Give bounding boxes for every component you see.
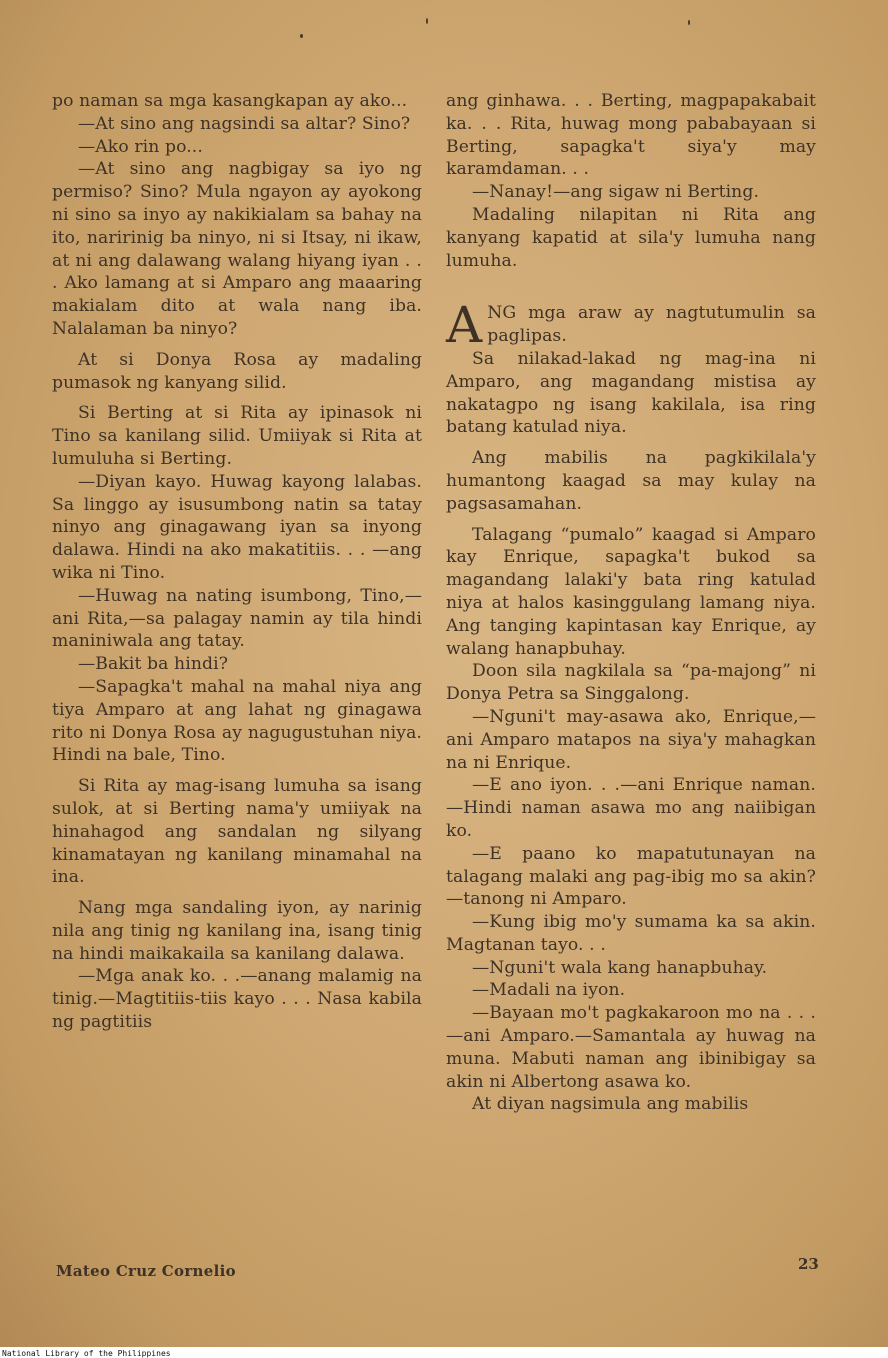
paragraph <box>446 348 816 439</box>
paragraph <box>52 113 422 136</box>
paragraph <box>446 90 816 181</box>
paragraph-text: Madaling nilapitan ni Rita ang kanyang kapatid at sila'y lumuha nang lumuha. <box>446 204 816 271</box>
paragraph-text: —Sapagka't mahal na mahal niya ang tiya Amparo at ang lahat ng ginagawa rito ni Donya Rosa ay nagugustuhan niya. Hindi na bale, Tino. <box>52 676 422 766</box>
paragraph <box>446 1093 816 1116</box>
paragraph <box>446 181 816 204</box>
paragraph-text: —Nanay!—ang sigaw ni Berting. <box>472 182 760 203</box>
paragraph <box>446 660 816 706</box>
paragraph-text: —Nguni't may-asawa ako, Enrique,—ani Amparo matapos na siya'y mahagkan na ni Enrique. <box>446 706 816 773</box>
paragraph <box>52 585 422 653</box>
paragraph <box>52 402 422 470</box>
paragraph-text: —Mga anak ko. . .—anang malamig na tinig.—Magtitiis-tiis kayo . . . Nasa kabila ng pagtitiis <box>52 966 422 1033</box>
paragraph-text: Talagang “pumalo” kaagad si Amparo kay Enrique, sapagka't bukod sa magandang lalaki'y bata ring katulad niya at halos kasinggulang lamang niya. Ang tanging kapintasan kay Enrique, ay walang hanapbuhay. <box>446 524 816 659</box>
paragraph <box>446 296 816 355</box>
paragraph <box>52 158 422 340</box>
paragraph <box>446 957 816 980</box>
paragraph-text: Nang mga sandaling iyon, ay narinig nila ang tinig ng kanilang ina, isang tinig na hindi maikakaila sa kanilang dalawa. <box>52 898 422 964</box>
paragraph-text: Si Rita ay mag-isang lumuha sa isang sulok, at si Berting nama'y umiiyak na hinahagod ang sandalan ng silyang kinamatayan ng kanilang minamahal na ina. <box>52 776 422 888</box>
paragraph-text: po naman sa mga kasangkapan ay ako... <box>52 91 408 111</box>
paragraph <box>446 979 816 1002</box>
paragraph <box>52 90 422 113</box>
paragraph <box>446 706 816 774</box>
page-number: 23 <box>798 1255 819 1273</box>
drop-cap-letter: A <box>446 296 483 355</box>
paragraph-text: Si Berting at si Rita ay ipinasok ni Tino sa kanilang silid. Umiiyak si Rita at lumuluha si Berting. <box>52 403 422 469</box>
left-text-column <box>52 90 422 1034</box>
paragraph-text: —At sino ang nagsindi sa altar? Sino? <box>78 113 411 134</box>
paragraph-text: At diyan nagsimula ang mabilis <box>472 1094 749 1115</box>
library-credit: National Library of the Philippines <box>2 1349 171 1358</box>
paragraph <box>52 775 422 889</box>
paragraph <box>446 911 816 957</box>
paragraph <box>52 349 422 395</box>
paragraph-text: —Bayaan mo't pagkakaroon mo na . . .—ani Amparo.—Samantala ay huwag na muna. Mabuti naman ang ibinibigay sa akin ni Albertong asawa ko. <box>446 1003 816 1092</box>
paragraph <box>446 843 816 911</box>
paragraph <box>446 447 816 515</box>
paragraph <box>52 897 422 965</box>
paragraph <box>52 653 422 676</box>
ink-speck <box>688 20 690 25</box>
paragraph-text: At si Donya Rosa ay madaling pumasok ng kanyang silid. <box>52 349 422 393</box>
paragraph-text: —E paano ko mapatutunayan na talagang malaki ang pag-ibig mo sa akin?—tanong ni Amparo. <box>446 843 816 910</box>
paragraph-text: Doon sila nagkilala sa “pa-majong” ni Donya Petra sa Singgalong. <box>446 661 816 705</box>
paragraph <box>52 471 422 585</box>
paragraph <box>52 136 422 159</box>
paragraph <box>446 524 816 661</box>
paragraph-text: Ang mabilis na pagkikilala'y humantong kaagad sa may kulay na pagsasamahan. <box>446 448 816 514</box>
ink-speck <box>426 18 428 24</box>
paragraph-text: —Huwag na nating isumbong, Tino,—ani Rita,—sa palagay namin ay tila hindi maniniwala ang tatay. <box>52 585 422 652</box>
paragraph <box>52 676 422 767</box>
paragraph-text: —Nguni't wala kang hanapbuhay. <box>472 957 768 978</box>
paragraph-text: ang ginhawa. . . Berting, magpapakabait ka. . . Rita, huwag mong pababayaan si Berting, sapagka't siya'y may karamdaman. . . <box>446 91 816 180</box>
paragraph-text: —E ano iyon. . .—ani Enrique naman.—Hindi naman asawa mo ang naiibigan ko. <box>446 775 816 841</box>
paragraph <box>446 1002 816 1093</box>
paragraph-text: —At sino ang nagbigay sa iyo ng permiso? Sino? Mula ngayon ay ayokong ni sino sa inyo ay nakikialam sa bahay na ito, naririnig ba ninyo, ni si Itsay, ni ikaw, at ni ang dalawang walang hiyang iyan . . . Ako lamang at si Amparo ang maaaring makialam dito at wala nang iba. Nalalaman ba ninyo? <box>52 159 422 339</box>
paragraph-text: —Diyan kayo. Huwag kayong lalabas. Sa linggo ay isusumbong natin sa tatay ninyo ang ginagawang iyan sa inyong dalawa. Hindi na ako makatitiis. . . —ang wika ni Tino. <box>52 471 422 583</box>
paragraph-text: Sa nilakad-lakad ng mag-ina ni Amparo, ang magandang mistisa ay nakatagpo ng isang kakilala, isa ring batang katulad niya. <box>446 348 816 438</box>
paragraph-text: —Ako rin po... <box>78 136 203 157</box>
paragraph <box>446 774 816 842</box>
paragraph <box>52 965 422 1033</box>
paragraph <box>446 204 816 272</box>
paragraph-text: NG mga araw ay nagtutumulin sa paglipas. <box>487 303 816 347</box>
ink-speck <box>300 34 303 38</box>
paragraph-text: —Bakit ba hindi? <box>78 654 229 675</box>
paragraph-text: —Kung ibig mo'y sumama ka sa akin. Magtanan tayo. . . <box>446 912 816 955</box>
paragraph-text: —Madali na iyon. <box>472 980 626 1001</box>
author-byline: Mateo Cruz Cornelio <box>56 1262 236 1280</box>
right-text-column <box>446 90 816 1116</box>
